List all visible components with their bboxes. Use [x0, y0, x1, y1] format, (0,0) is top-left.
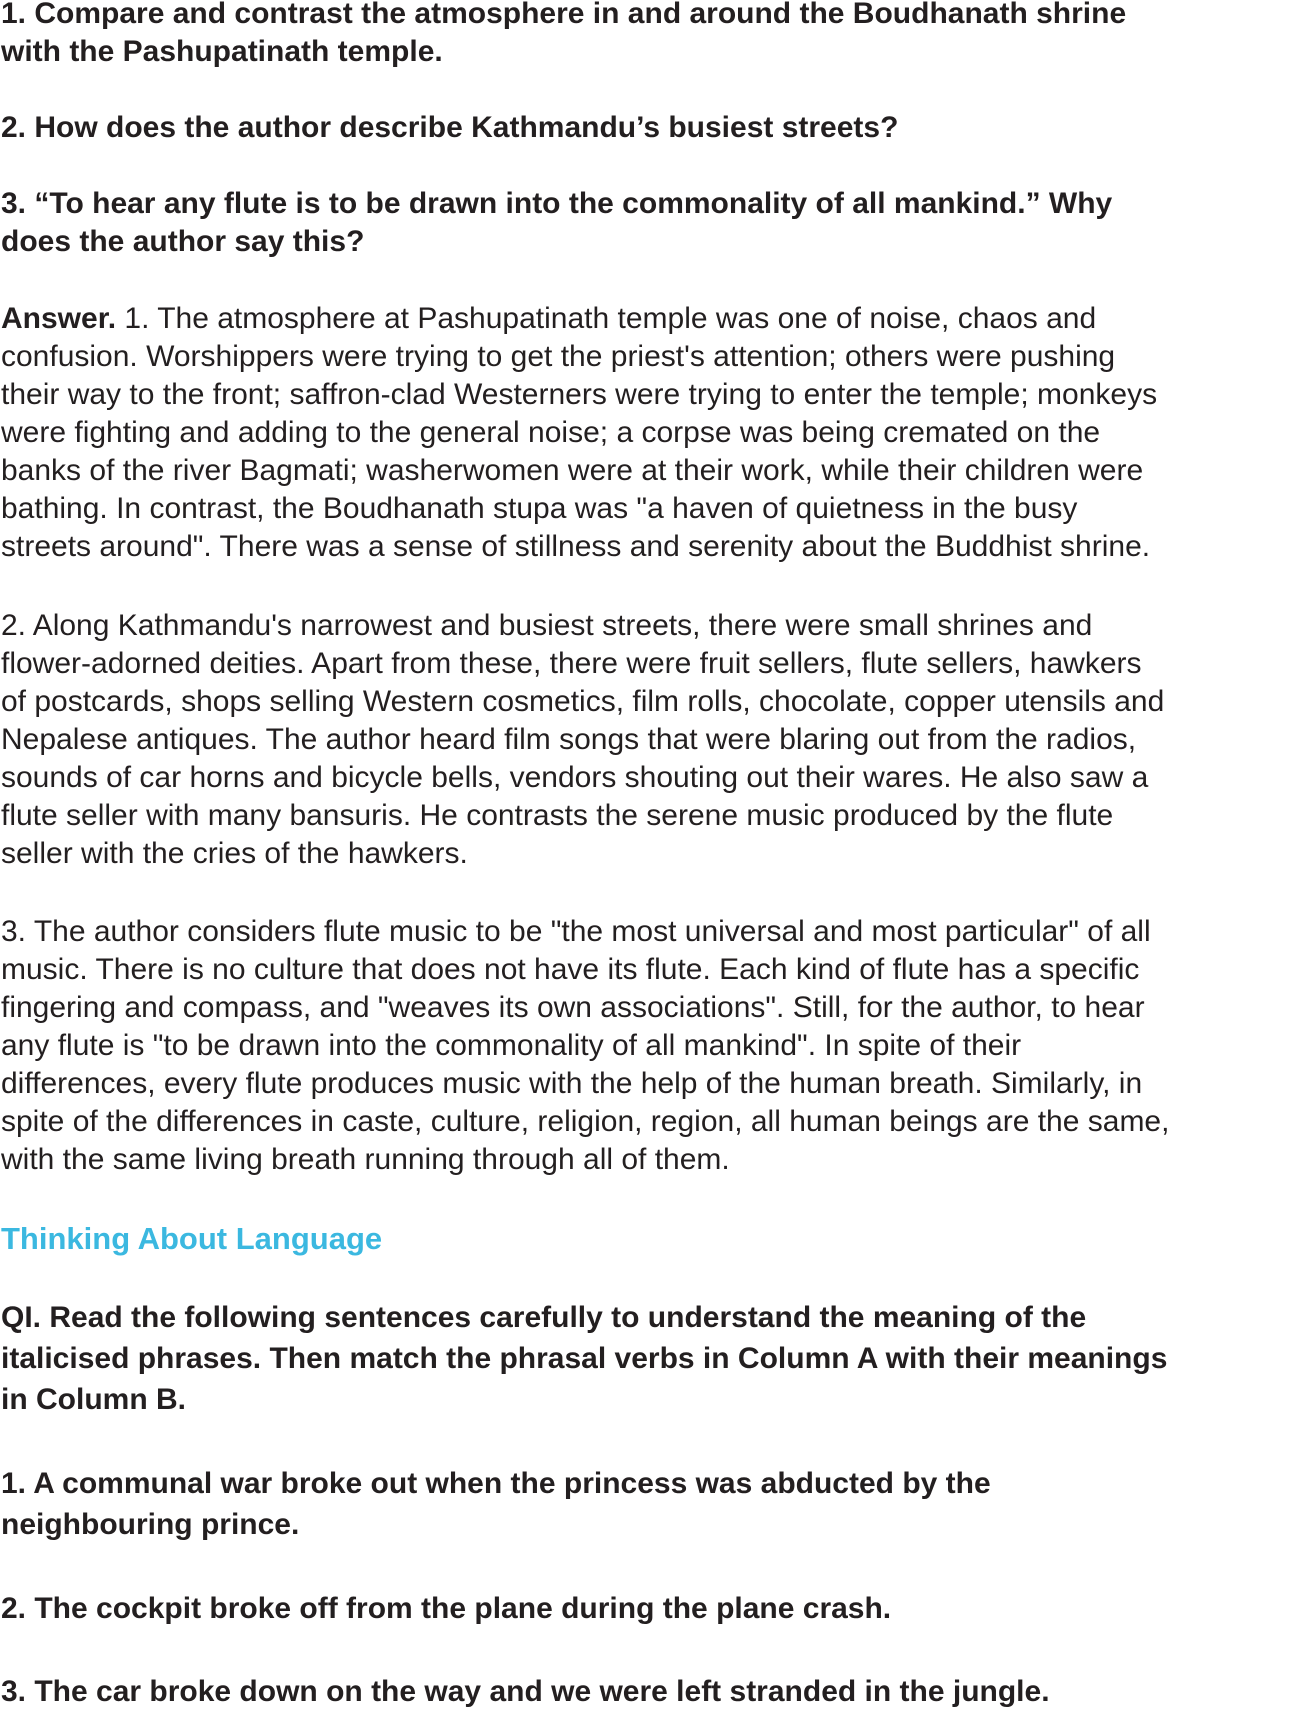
text-line: sounds of car horns and bicycle bells, vendors shouting out their wares. He also saw a — [1, 761, 1149, 794]
text-line: italicised phrases. Then match the phrasal verbs in Column A with their meanings — [1, 1342, 1168, 1375]
text-line: 1. A communal war broke out when the princess was abducted by the — [1, 1467, 991, 1500]
text-line: flute seller with many bansuris. He contrasts the serene music produced by the flute — [1, 799, 1114, 832]
section-heading: Thinking About Language — [1, 1221, 383, 1256]
text-line: of postcards, shops selling Western cosmetics, film rolls, chocolate, copper utensils and — [1, 685, 1165, 718]
text-line: flower-adorned deities. Apart from these, there were fruit sellers, flute sellers, hawkers — [1, 647, 1142, 680]
text-line: Nepalese antiques. The author heard film songs that were blaring out from the radios, — [1, 723, 1137, 756]
question-3 — [1, 185, 1296, 261]
text-line: music. There is no culture that does not have its flute. Each kind of flute has a specific — [1, 953, 1140, 986]
question-1 — [1, 0, 1296, 71]
text-line: 2. How does the author describe Kathmandu’s busiest streets? — [1, 111, 899, 144]
text-line: 2. The cockpit broke off from the plane during the plane crash. — [1, 1592, 892, 1625]
sentence-2 — [1, 1588, 1296, 1629]
text-line: 3. The author considers flute music to be "the most universal and most particular" of all — [1, 915, 1151, 948]
text-line: were fighting and adding to the general noise; a corpse was being cremated on the — [1, 416, 1101, 449]
text-line: their way to the front; saffron-clad Westerners were trying to enter the temple; monkeys — [1, 378, 1158, 411]
text-line: streets around". There was a sense of stillness and serenity about the Buddhist shrine. — [1, 530, 1151, 563]
text-line: with the same living breath running through all of them. — [1, 1143, 730, 1176]
text-line: 3. “To hear any flute is to be drawn into the commonality of all mankind.” Why — [1, 187, 1113, 220]
sentence-1 — [1, 1463, 1296, 1545]
question-2 — [1, 109, 1296, 147]
text-line: neighbouring prince. — [1, 1508, 300, 1541]
sentence-3 — [1, 1671, 1296, 1712]
text-line: 2. Along Kathmandu's narrowest and busiest streets, there were small shrines and — [1, 609, 1093, 642]
text-line: confusion. Worshippers were trying to get the priest's attention; others were pushing — [1, 340, 1116, 373]
text-line: 3. The car broke down on the way and we were left stranded in the jungle. — [1, 1675, 1050, 1708]
text-line: fingering and compass, and "weaves its own associations". Still, for the author, to hear — [1, 991, 1145, 1024]
text-line: 1. The atmosphere at Pashupatinath temple was one of noise, chaos and — [116, 302, 1097, 335]
text-line: with the Pashupatinath temple. — [1, 35, 443, 68]
text-line: 1. Compare and contrast the atmosphere in and around the Boudhanath shrine — [1, 0, 1127, 30]
text-line: banks of the river Bagmati; washerwomen were at their work, while their children were — [1, 454, 1144, 487]
text-line: QI. Read the following sentences carefully to understand the meaning of the — [1, 1301, 1087, 1334]
answer-paragraph-3 — [1, 913, 1296, 1179]
text-line: does the author say this? — [1, 225, 365, 258]
text-line: bathing. In contrast, the Boudhanath stupa was "a haven of quietness in the busy — [1, 492, 1078, 525]
text-line: any flute is "to be drawn into the commonality of all mankind". In spite of their — [1, 1029, 1022, 1062]
answer-paragraph-2 — [1, 607, 1296, 873]
text-line: spite of the differences in caste, culture, religion, region, all human beings are the same, — [1, 1105, 1170, 1138]
text-line: differences, every flute produces music with the help of the human breath. Similarly, in — [1, 1067, 1143, 1100]
question-qi — [1, 1297, 1296, 1420]
answer-paragraph-1 — [1, 300, 1296, 566]
answer-label: Answer. — [1, 302, 117, 335]
text-line: seller with the cries of the hawkers. — [1, 837, 468, 870]
text-line: in Column B. — [1, 1383, 186, 1416]
